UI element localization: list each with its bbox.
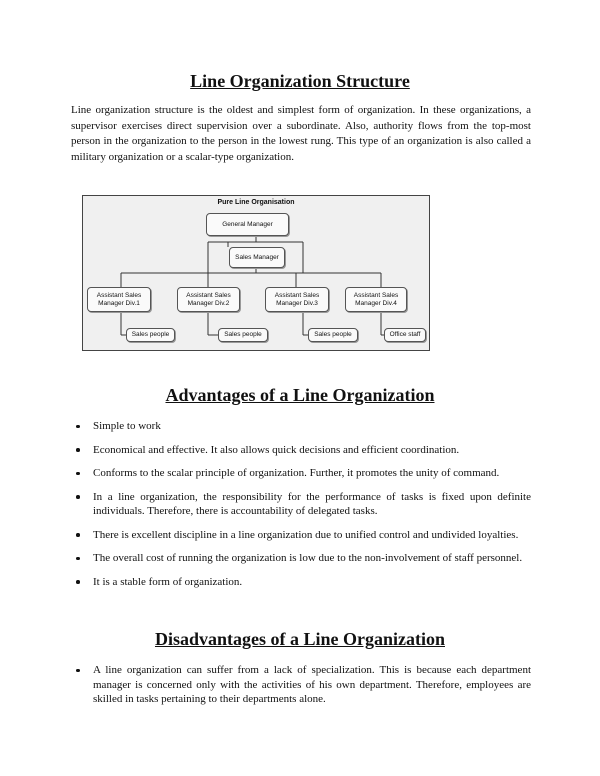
node-assistant-div1 — [87, 287, 151, 312]
node-label-line1: Assistant Sales — [353, 291, 399, 299]
list-item: The overall cost of running the organization is low due to the non-involvement of staff personnel. — [71, 551, 531, 566]
node-label-line1: Assistant Sales — [274, 291, 320, 299]
node-staff-label: Sales people — [314, 331, 352, 338]
node-staff-label: Sales people — [224, 331, 262, 338]
section-title-advantages: Advantages of a Line Organization — [165, 385, 435, 405]
list-item: It is a stable form of organization. — [71, 575, 531, 590]
section-title-disadvantages: Disadvantages of a Line Organization — [154, 629, 445, 649]
intro-paragraph: Line organization structure is the oldest and simplest form of organization. In these organizations, a supervisor exercises direct supervision over a subordinate. Also, authority flows from the top-most person in the organization to the person in the lowest rung. This type of an organization is also called a military organization or a scalar-type organization. — [71, 104, 531, 163]
node-assistant-div2 — [177, 287, 240, 312]
org-chart-title: Pure Line Organisation — [217, 199, 295, 206]
node-sales-people-3 — [308, 328, 358, 342]
node-general-manager — [206, 213, 289, 236]
node-staff-label: Office staff — [389, 331, 421, 338]
node-sales-manager — [229, 247, 285, 268]
node-label-line1: Assistant Sales — [96, 291, 142, 299]
node-label-line2: Manager Div.4 — [355, 299, 397, 307]
node-assistant-div4 — [345, 287, 407, 312]
disadvantages-list — [71, 663, 531, 716]
list-item: A line organization can suffer from a lack of specialization. This is because each department manager is concerned only with the activities of his own department. Therefore, employees are skilled in tasks pertaining to their departments alone. — [71, 663, 531, 707]
section-title-structure: Line Organization Structure — [190, 71, 410, 91]
node-sales-people-2 — [218, 328, 268, 342]
list-item: Simple to work — [71, 419, 531, 434]
node-label-line2: Manager Div.1 — [98, 299, 140, 307]
node-label-line2: Manager Div.3 — [276, 299, 318, 307]
node-sales-people-1 — [126, 328, 175, 342]
node-sales-manager-label: Sales Manager — [235, 253, 279, 261]
node-label-line1: Assistant Sales — [186, 291, 231, 299]
advantages-list — [71, 419, 531, 598]
list-item: In a line organization, the responsibility for the performance of tasks is fixed upon definite individuals. Therefore, there is accountability of delegated tasks. — [71, 490, 531, 519]
list-item: Economical and effective. It also allows quick decisions and efficient coordination. — [71, 443, 531, 458]
list-item: There is excellent discipline in a line organization due to unified control and undivided loyalties. — [71, 528, 531, 543]
node-label-line2: Manager Div.2 — [187, 299, 230, 307]
list-item: Conforms to the scalar principle of organization. Further, it promotes the unity of command. — [71, 466, 531, 481]
org-chart — [82, 195, 430, 351]
node-general-manager-label: General Manager — [222, 220, 273, 228]
node-office-staff — [384, 328, 426, 342]
node-assistant-div3 — [265, 287, 329, 312]
node-staff-label: Sales people — [131, 331, 170, 338]
